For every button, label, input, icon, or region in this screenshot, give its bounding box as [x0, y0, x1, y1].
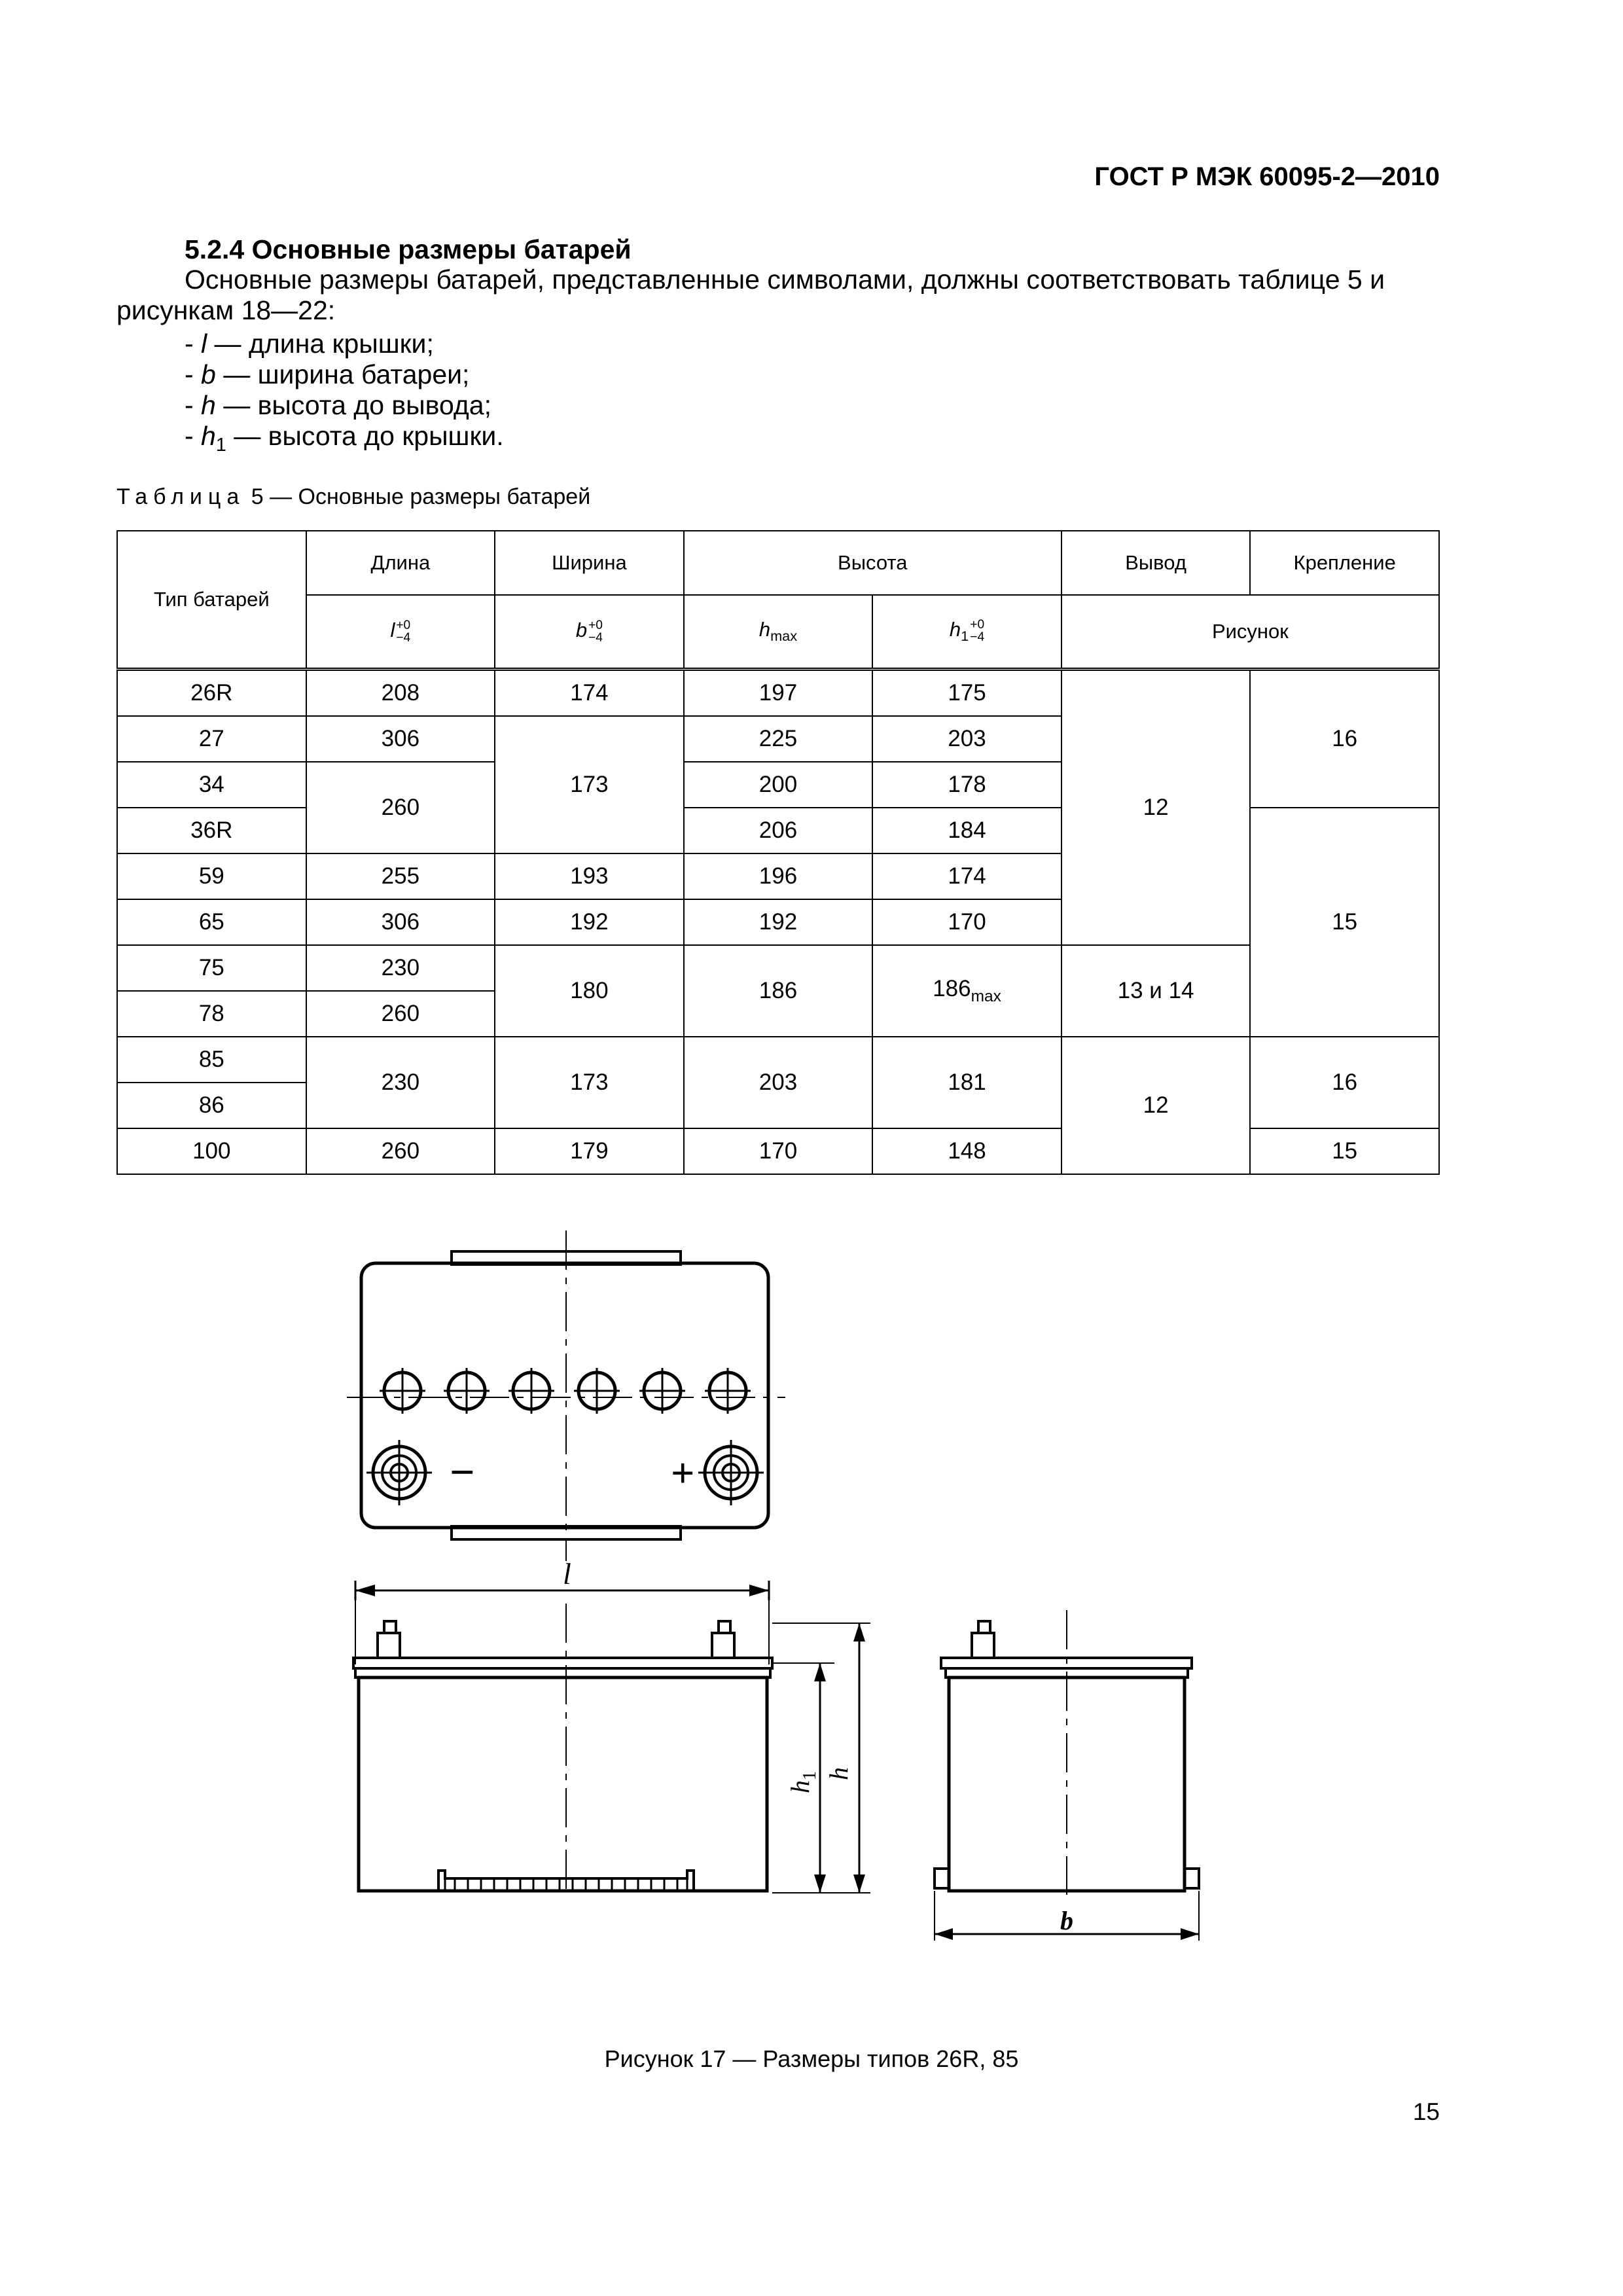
- minus-sign: −: [450, 1447, 475, 1497]
- header-width: Ширина: [495, 531, 684, 595]
- table-row: 75 230 180 186 $186_{max}$ 13 и 14: [117, 945, 1439, 991]
- mount-cell: 15: [1250, 808, 1439, 1037]
- mount-cell: 16: [1250, 1037, 1439, 1128]
- table-row: 100 260 179 170 148 15: [117, 1128, 1439, 1174]
- header-b-symbol: b +0 −4: [495, 595, 684, 670]
- table-row: 27 306 173 225 203: [117, 716, 1439, 762]
- negative-terminal-icon: [366, 1440, 432, 1505]
- header-h1-symbol: $h_1$ +0 −4: [872, 595, 1061, 670]
- dim-label-length: l: [563, 1557, 571, 1590]
- header-terminal: Вывод: [1061, 531, 1251, 595]
- dimensions-table: [116, 530, 1440, 1175]
- plus-sign: +: [671, 1450, 695, 1496]
- dim-label-h: h: [824, 1767, 853, 1780]
- symbol-item: - h — высота до вывода;: [185, 390, 491, 420]
- table-row: 86: [117, 1083, 1439, 1128]
- section-title: 5.2.4 Основные размеры батарей: [185, 234, 632, 264]
- standard-header: ГОСТ Р МЭК 60095-2—2010: [1094, 162, 1440, 191]
- table-row: 26R 208 174 197 175 12 16: [117, 670, 1439, 717]
- terminal-cell: 12: [1061, 1037, 1251, 1174]
- figure-caption: Рисунок 17 — Размеры типов 26R, 85: [604, 2045, 1019, 2072]
- header-hmax-symbol: $h_{max}$: [684, 595, 873, 670]
- symbol-item: - $h_1$ — высота до крышки.: [185, 421, 504, 456]
- battery-side-view: [935, 1610, 1199, 1941]
- header-figure: Рисунок: [1061, 595, 1439, 670]
- positive-terminal-icon: [698, 1440, 764, 1505]
- header-height: Высота: [684, 531, 1061, 595]
- section-intro: Основные размеры батарей, представленные символами, должны соответствовать таблице 5 и рисункам 18—22:: [116, 264, 1385, 325]
- battery-drawing: [314, 1230, 1230, 2036]
- header-length: Длина: [306, 531, 495, 595]
- table-row: 65 306 192 192 170: [117, 899, 1439, 945]
- battery-front-view: [353, 1557, 870, 1895]
- table-caption: Таблица 5 — Основные размеры батарей: [116, 484, 591, 509]
- dim-label-width: b: [1060, 1906, 1073, 1935]
- table-row: 59 255 193 196 174: [117, 853, 1439, 899]
- page-number: 15: [1412, 2098, 1440, 2125]
- symbol-item: - b — ширина батареи;: [185, 359, 470, 389]
- table-row: 78 260: [117, 991, 1439, 1037]
- dim-label-h1: $h_1$: [785, 1771, 820, 1793]
- table-row: 36R 206 184 15: [117, 808, 1439, 853]
- header-mount: Крепление: [1250, 531, 1439, 595]
- table-row: 85 230 173 203 181 12 16: [117, 1037, 1439, 1083]
- table-row: 34 260 200 178: [117, 762, 1439, 808]
- header-type: Тип батарей: [117, 531, 306, 670]
- terminal-cell: 12: [1061, 670, 1251, 946]
- mount-cell: 16: [1250, 670, 1439, 808]
- symbol-item: - l — длина крышки;: [185, 329, 434, 359]
- header-l-symbol: l +0 −4: [306, 595, 495, 670]
- battery-top-view: [347, 1230, 785, 1561]
- terminal-cell: 13 и 14: [1061, 945, 1251, 1037]
